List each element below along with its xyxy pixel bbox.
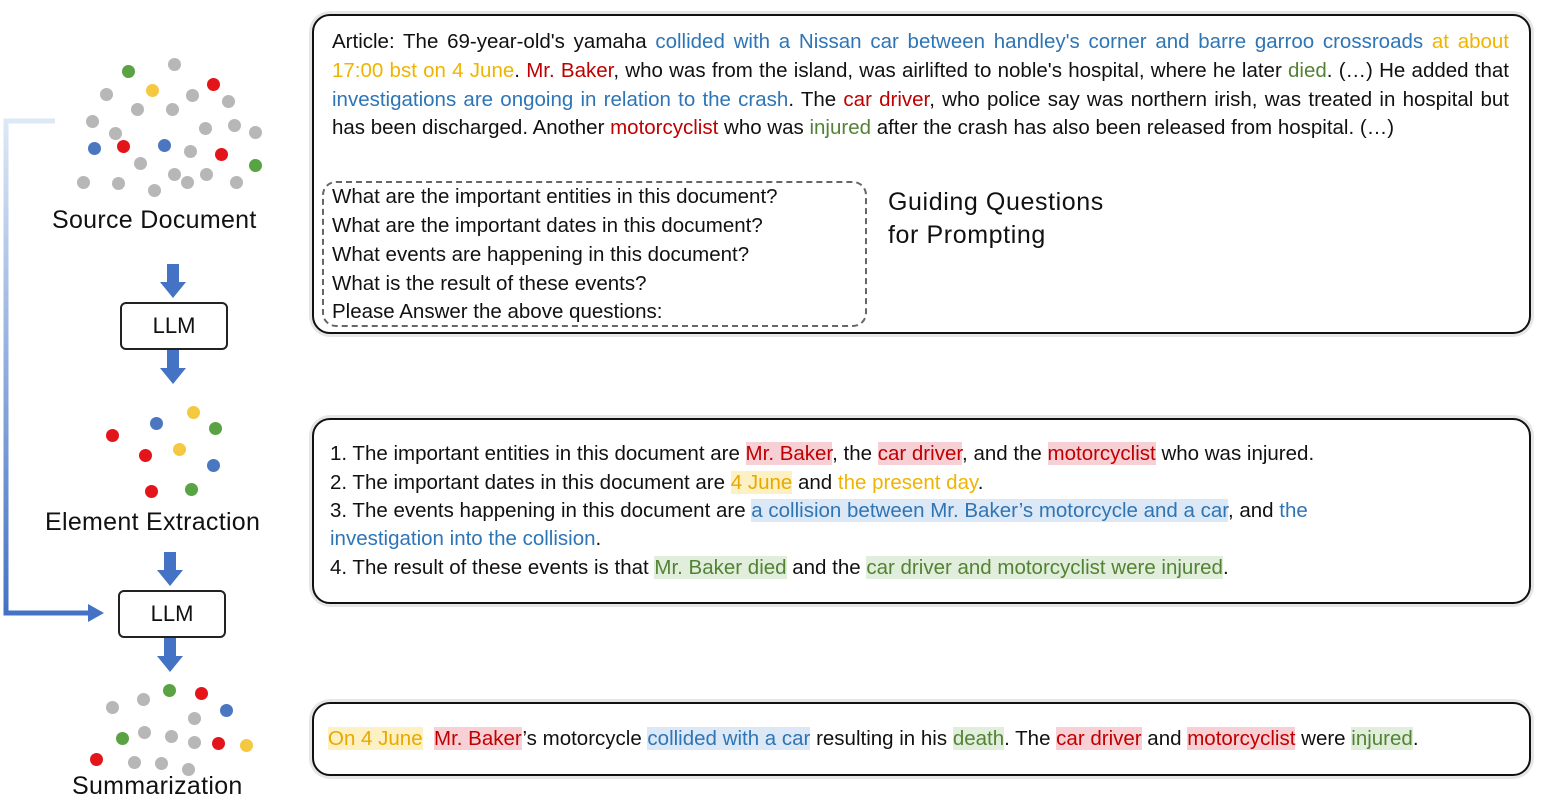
summary-event-collided: collided with a car: [647, 727, 811, 750]
skip-connection-arrow: [0, 115, 110, 630]
down-arrow-4: [157, 638, 183, 672]
entity-baker: Mr. Baker: [745, 442, 833, 465]
question-instruction: Please Answer the above questions:: [332, 300, 663, 323]
article-entity-driver: car driver: [843, 87, 930, 111]
down-arrow-1: [160, 264, 186, 298]
result-baker-died: Mr. Baker died: [654, 556, 787, 579]
article-entity-baker: Mr. Baker: [526, 58, 614, 82]
event-collision: a collision between Mr. Baker’s motorcycle and a car: [751, 499, 1228, 522]
llm-box-1: [120, 302, 228, 350]
summary-entity-baker: Mr. Baker: [434, 727, 523, 750]
article-entity-motorcyclist: motorcyclist: [610, 116, 719, 140]
guiding-questions-caption: [888, 186, 1104, 252]
question-entities: What are the important entities in this document?: [332, 185, 778, 208]
llm-label: LLM: [152, 313, 196, 338]
article-text: Article: The 69-year-old's yamaha collided with a Nissan car between handley's corner and barre garroo crossroads at about 17:00 bst on 4 June. Mr. Baker, who was from the island, was airlifted to noble's hospital, where he later died. (…) He added that investigations are ongoing in relation to the crash. The car driver, who police say was northern irish, was treated in hospital but has been discharged. Another motorcyclist who was injured after the crash has also been released from hospital. (…): [332, 30, 1510, 140]
article-result-died: died: [1288, 58, 1327, 82]
llm-box-2: [118, 590, 226, 638]
article-date: at about 17:00 bst on 4 June: [332, 30, 1510, 82]
guiding-caption-line2: for Prompting: [888, 221, 1046, 249]
down-arrow-3: [157, 552, 183, 586]
stage-summarization: Summarization: [72, 772, 243, 800]
summary-date: On 4 June: [328, 727, 423, 750]
llm-label: LLM: [150, 601, 194, 626]
answer-results: 4. The result of these events is that Mr. Baker died and the car driver and motorcyclist were injured.: [330, 556, 1229, 579]
question-events: What events are happening in this document?: [332, 243, 750, 266]
question-dates: What are the important dates in this document?: [332, 214, 763, 237]
result-injured: car driver and motorcyclist were injured: [866, 556, 1223, 579]
entity-motorcyclist: motorcyclist: [1047, 442, 1156, 465]
question-result: What is the result of these events?: [332, 272, 647, 295]
date-present-day: the present day: [837, 471, 978, 494]
summary-entity-motorcyclist: motorcyclist: [1187, 727, 1296, 750]
article-result-injured: injured: [809, 116, 872, 140]
event-investigation: investigation into the collision: [330, 527, 596, 550]
answer-entities: 1. The important entities in this document are Mr. Baker, the car driver, and the motorcyclist who was injured.: [330, 442, 1315, 465]
event-the: the: [1279, 499, 1308, 522]
article-event-investigations: investigations are ongoing in relation to the crash: [332, 87, 789, 111]
summary-result-death: death: [952, 727, 1005, 750]
summary-result-injured: injured: [1351, 727, 1413, 750]
article-event-collided: collided with a Nissan car between handley's corner and barre garroo crossroads: [655, 30, 1424, 53]
summary-entity-driver: car driver: [1056, 727, 1142, 750]
summary-text: On 4 June Mr. Baker’s motorcycle collided with a car resulting in his death. The car driver and motorcyclist were injured.: [328, 727, 1419, 750]
entity-car-driver: car driver: [877, 442, 963, 465]
answer-dates: 2. The important dates in this document are 4 June and the present day.: [330, 471, 984, 494]
answer-events-cont: investigation into the collision.: [330, 527, 602, 550]
stage-element-extraction: Element Extraction: [45, 508, 261, 536]
date-june: 4 June: [730, 471, 793, 494]
down-arrow-2: [160, 350, 186, 384]
guiding-caption-line1: Guiding Questions: [888, 188, 1104, 216]
answer-events: 3. The events happening in this document are a collision between Mr. Baker’s motorcycle and a car, and the: [330, 499, 1308, 522]
stage-source-document: Source Document: [52, 206, 257, 234]
